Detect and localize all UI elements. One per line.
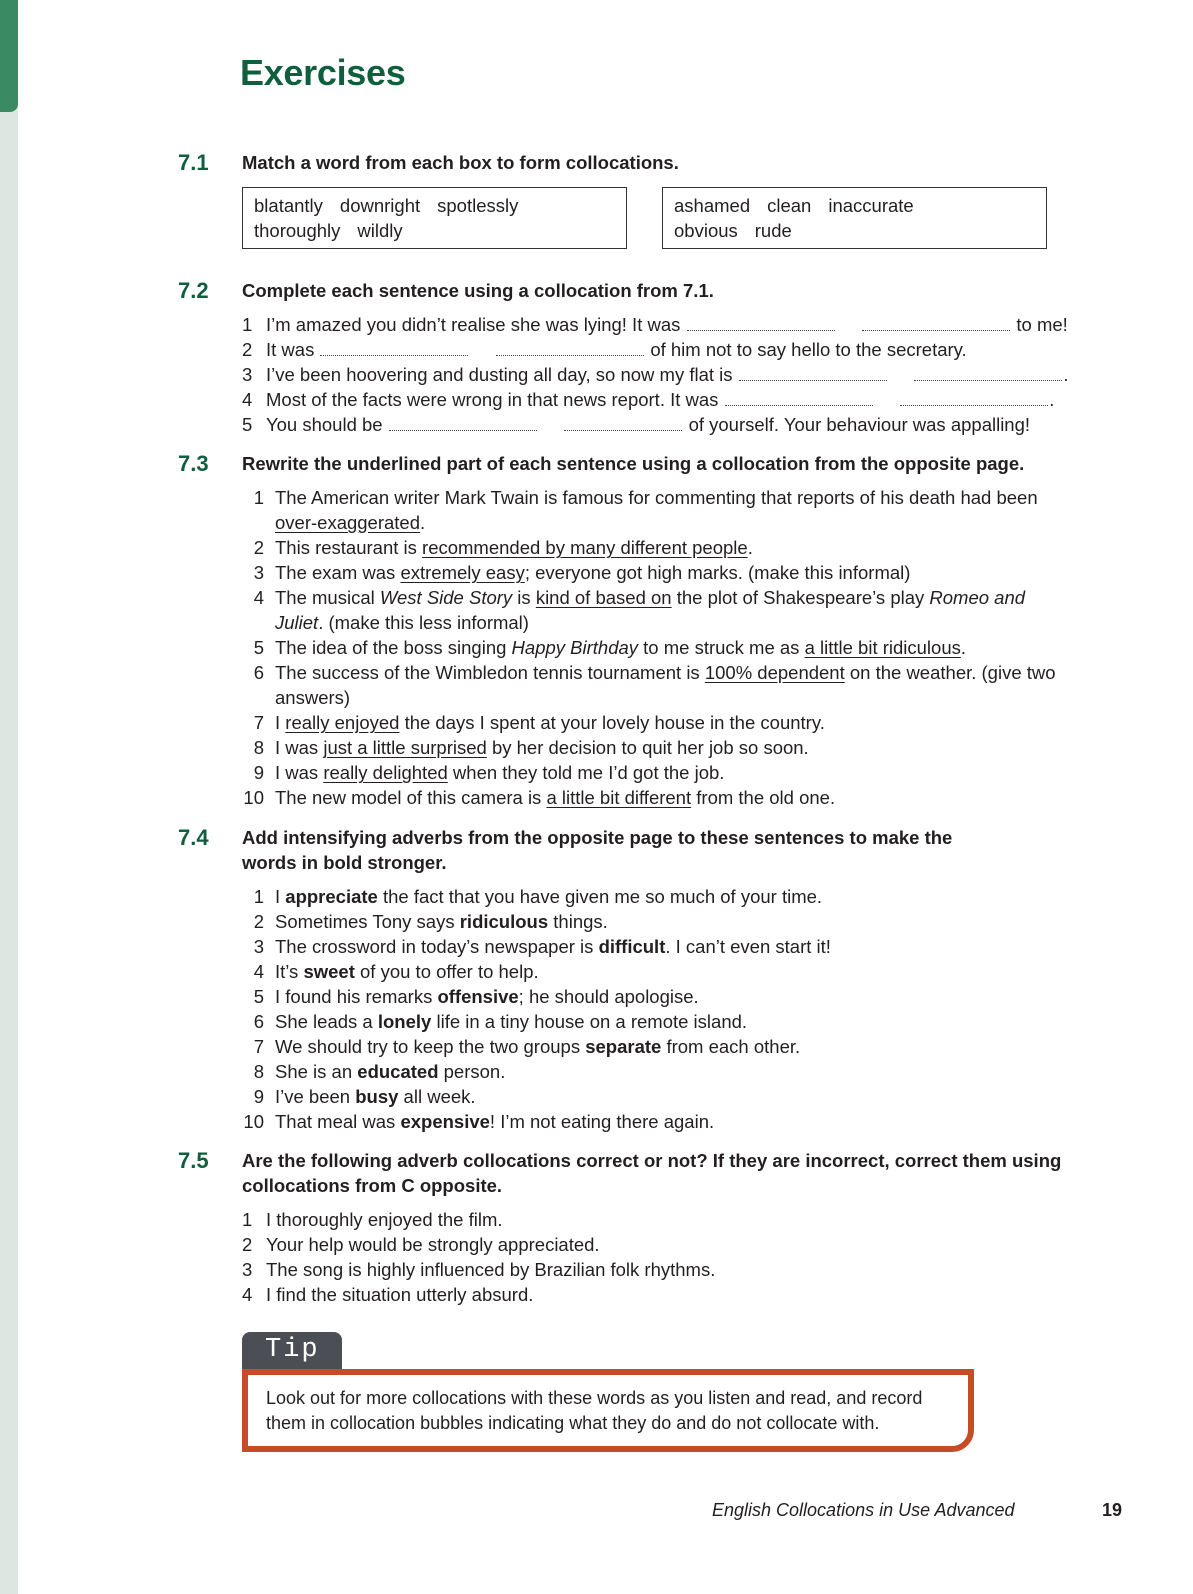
list-item: 7 I really enjoyed the days I spent at your lovely house in the country. <box>253 712 825 733</box>
footer-book-title: English Collocations in Use Advanced <box>712 1500 1015 1520</box>
list-item: 2 This restaurant is recommended by many different people. <box>253 537 753 558</box>
list-item: 5 I found his remarks offensive; he should apologise. <box>253 986 699 1007</box>
sentence-list <box>242 1207 1098 1307</box>
exercise-7-2 <box>178 278 1098 437</box>
list-item: 4 Most of the facts were wrong in that news report. It was . <box>242 389 1055 410</box>
box-word: clean <box>767 195 812 216</box>
sentence-list <box>242 884 1098 1134</box>
list-item: 1 I appreciate the fact that you have given me so much of your time. <box>253 886 823 907</box>
side-strip <box>0 0 18 1594</box>
exercise-instruction: Add intensifying adverbs from the opposite page to these sentences to make the words in bold stronger. <box>242 827 953 873</box>
list-item: 2 Your help would be strongly appreciated. <box>242 1234 600 1255</box>
exercise-7-1 <box>178 150 1098 175</box>
list-item: 9 I was really delighted when they told me I’d got the job. <box>253 762 725 783</box>
answer-blank[interactable] <box>389 415 537 431</box>
exercise-7-5 <box>178 1148 1098 1307</box>
list-item: 3 The exam was extremely easy; everyone got high marks. (make this informal) <box>253 562 911 583</box>
sentence-list <box>242 485 1062 810</box>
list-item: 2 It was of him not to say hello to the secretary. <box>242 339 967 360</box>
side-tab <box>0 0 18 112</box>
list-item: 4 I find the situation utterly absurd. <box>242 1284 534 1305</box>
exercise-7-3 <box>178 451 1098 810</box>
exercise-instruction: Match a word from each box to form collocations. <box>242 152 679 173</box>
word-box-left <box>242 187 627 249</box>
exercise-7-4 <box>178 825 1098 1134</box>
list-item: 7 We should try to keep the two groups separate from each other. <box>253 1036 801 1057</box>
list-item: 8 I was just a little surprised by her decision to quit her job so soon. <box>253 737 809 758</box>
answer-blank[interactable] <box>900 390 1048 406</box>
box-word: thoroughly <box>254 220 341 241</box>
list-item: 8 She is an educated person. <box>253 1061 506 1082</box>
list-item: 10 The new model of this camera is a little bit different from the old one. <box>243 787 836 808</box>
exercise-number: 7.3 <box>178 451 209 476</box>
answer-blank[interactable] <box>687 315 835 331</box>
tip-label: Tip <box>242 1332 342 1369</box>
answer-blank[interactable] <box>496 340 644 356</box>
list-item: 6 The success of the Wimbledon tennis tournament is 100% dependent on the weather. (give two answers) <box>253 662 1056 708</box>
sentence-list <box>242 312 1098 437</box>
box-word: rude <box>754 220 792 241</box>
list-item: 10 That meal was expensive! I’m not eating there again. <box>243 1111 715 1132</box>
box-word: obvious <box>674 220 738 241</box>
exercise-number: 7.1 <box>178 150 209 175</box>
word-box-right <box>662 187 1047 249</box>
list-item: 5 The idea of the boss singing Happy Birthday to me struck me as a little bit ridiculous. <box>253 637 967 658</box>
exercise-number: 7.5 <box>178 1148 209 1173</box>
exercise-number: 7.4 <box>178 825 209 850</box>
exercise-instruction: Complete each sentence using a collocation from 7.1. <box>242 280 714 301</box>
list-item: 2 Sometimes Tony says ridiculous things. <box>253 911 608 932</box>
list-item: 5 You should be of yourself. Your behaviour was appalling! <box>242 414 1031 435</box>
list-item: 4 The musical West Side Story is kind of based on the plot of Shakespeare’s play Romeo and Juliet. (make this less informal) <box>253 587 1026 633</box>
box-word: downright <box>339 195 421 216</box>
list-item: 9 I’ve been busy all week. <box>253 1086 476 1107</box>
answer-blank[interactable] <box>320 340 468 356</box>
tip-box <box>242 1369 974 1452</box>
box-word: ashamed <box>674 195 751 216</box>
list-item: 3 I’ve been hoovering and dusting all day, so now my flat is . <box>242 364 1069 385</box>
tip-text: Look out for more collocations with these words as you listen and read, and record them in collocation bubbles indicating what they do and do not collocate with. <box>266 1388 923 1433</box>
answer-blank[interactable] <box>564 415 682 431</box>
list-item: 1 I’m amazed you didn’t realise she was lying! It was to me! <box>242 314 1068 335</box>
box-word: blatantly <box>254 195 323 216</box>
box-word: inaccurate <box>828 195 914 216</box>
list-item: 6 She leads a lonely life in a tiny house on a remote island. <box>253 1011 748 1032</box>
box-word: wildly <box>357 220 403 241</box>
list-item: 4 It’s sweet of you to offer to help. <box>253 961 539 982</box>
list-item: 1 I thoroughly enjoyed the film. <box>242 1209 503 1230</box>
answer-blank[interactable] <box>725 390 873 406</box>
answer-blank[interactable] <box>914 365 1062 381</box>
answer-blank[interactable] <box>862 315 1010 331</box>
page-number: 19 <box>1102 1500 1123 1520</box>
exercise-instruction: Rewrite the underlined part of each sentence using a collocation from the opposite page. <box>242 453 1025 474</box>
list-item: 3 The song is highly influenced by Brazilian folk rhythms. <box>242 1259 716 1280</box>
answer-blank[interactable] <box>739 365 887 381</box>
exercise-instruction: Are the following adverb collocations correct or not? If they are incorrect, correct them using collocations from C opposite. <box>242 1150 1062 1196</box>
exercise-number: 7.2 <box>178 278 209 303</box>
page-title: Exercises <box>240 52 406 93</box>
list-item: 3 The crossword in today’s newspaper is difficult. I can’t even start it! <box>253 936 831 957</box>
box-word: spotlessly <box>437 195 519 216</box>
list-item: 1 The American writer Mark Twain is famous for commenting that reports of his death had been over-exaggerated. <box>253 487 1038 533</box>
